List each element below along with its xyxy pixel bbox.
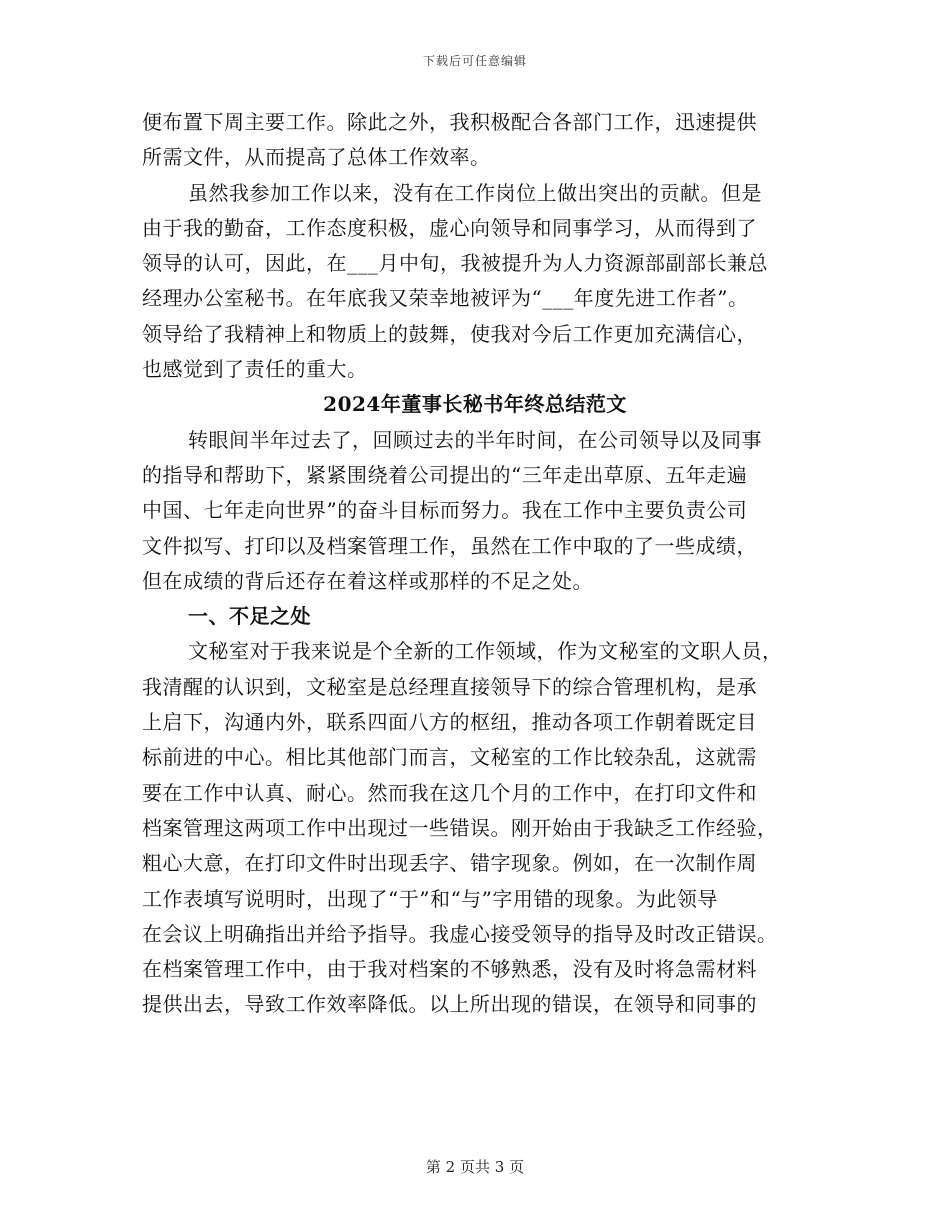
paragraph-line: 便布置下周主要工作。除此之外，我积极配合各部门工作，迅速提供: [142, 110, 757, 134]
paragraph-line: 的指导和帮助下，紧紧围绕着公司提出的“三年走出草原、五年走遍: [142, 462, 748, 487]
paragraph-line: 转眼间半年过去了，回顾过去的半年时间，在公司领导以及同事: [188, 427, 762, 452]
page-header: 下载后可任意编辑: [422, 54, 527, 68]
paragraph-line: 提供出去，导致工作效率降低。以上所出现的错误，在领导和同事的: [142, 992, 757, 1017]
paragraph-line: 经理办公室秘书。在年底我又荣幸地被评为“___年度先进工作者”。: [142, 286, 749, 311]
paragraph-line: 但在成绩的背后还存在着这样或那样的不足之处。: [142, 568, 593, 593]
page-footer: 第 2 页共 3 页: [425, 1158, 525, 1176]
paragraph-line: 档案管理这两项工作中出现过一些错误。刚开始由于我缺乏工作经验，: [142, 815, 778, 840]
paragraph-line: 上启下，沟通内外，联系四面八方的枢纽，推动各项工作朝着既定目: [142, 710, 757, 735]
paragraph-line: 也感觉到了责任的重大。: [142, 357, 368, 382]
paragraph-line: 工作表填写说明时，出现了“于”和“与”字用错的现象。为此领导: [142, 886, 718, 911]
subsection-heading: 一、不足之处: [188, 604, 311, 629]
paragraph-line: 领导给了我精神上和物质上的鼓舞，使我对今后工作更加充满信心，: [142, 321, 757, 346]
paragraph-line: 要在工作中认真、耐心。然而我在这几个月的工作中，在打印文件和: [142, 780, 757, 805]
section-title: 2024年董事长秘书年终总结范文: [323, 392, 627, 417]
paragraph-line: 所需文件，从而提高了总体工作效率。: [142, 145, 491, 170]
paragraph-line: 文件拟写、打印以及档案管理工作，虽然在工作中取的了一些成绩，: [142, 533, 757, 558]
paragraph-line: 中国、七年走向世界”的奋斗目标而努力。我在工作中主要负责公司: [142, 498, 748, 523]
paragraph-line: 在档案管理工作中，由于我对档案的不够熟悉，没有及时将急需材料: [142, 957, 757, 982]
paragraph-line: 我清醒的认识到，文秘室是总经理直接领导下的综合管理机构，是承: [142, 674, 757, 699]
paragraph-line: 在会议上明确指出并给予指导。我虚心接受领导的指导及时改正错误。: [142, 921, 778, 946]
paragraph-line: 标前进的中心。相比其他部门而言，文秘室的工作比较杂乱，这就需: [142, 745, 757, 770]
paragraph-line: 文秘室对于我来说是个全新的工作领域，作为文秘室的文职人员，: [188, 639, 783, 664]
paragraph-line: 粗心大意，在打印文件时出现丢字、错字现象。例如，在一次制作周: [142, 851, 757, 876]
paragraph-line: 虽然我参加工作以来，没有在工作岗位上做出突出的贡献。但是: [188, 180, 762, 205]
paragraph-line: 由于我的勤奋，工作态度积极，虚心向领导和同事学习，从而得到了: [142, 215, 757, 240]
document-body: [142, 105, 808, 1023]
paragraph-line: 领导的认可，因此，在___月中旬，我被提升为人力资源部副部长兼总: [142, 251, 768, 276]
